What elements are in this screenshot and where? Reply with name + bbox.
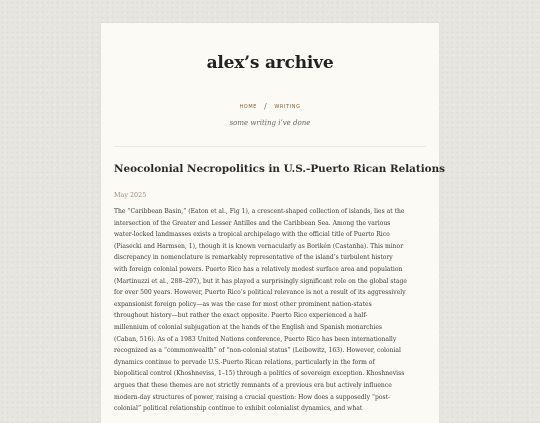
body-line: expansionist foreign policy—as was the case for most other prominent nation-states <box>114 300 372 308</box>
page-container <box>101 23 445 423</box>
nav-home-link[interactable]: HOME <box>239 104 258 110</box>
body-line: discrepancy in nomenclature is remarkably representative of the island’s turbulent history <box>114 254 393 262</box>
body-line: throughout history—but rather the exact opposite. Puerto Rico experienced a half- <box>114 312 368 320</box>
body-line: for over 500 years. However, Puerto Rico’s political relevance is not a result of its aggressively <box>114 289 406 297</box>
site-tagline: some writing i’ve done <box>229 119 311 127</box>
body-line: intersection of the Greater and Lesser Antilles and the Caribbean Sea. Among the various <box>114 219 391 227</box>
post-title: Neocolonial Necropolitics in U.S.-Puerto Rican Relations <box>114 163 445 175</box>
body-line: The “Caribbean Basin,” (Eaton et al., Fig 1), a crescent-shaped collection of islands, lies at the <box>114 208 405 215</box>
body-line: (Martinuzzi et al., 288–297), but it has played a surprisingly significant role on the global stage <box>114 277 407 285</box>
site-nav <box>101 101 439 110</box>
body-line: dynamics continue to pervade U.S.-Puerto Rican relations, particularly in the form of <box>114 358 375 366</box>
nav-writing-link[interactable]: WRITING <box>274 104 301 110</box>
body-line: (Caban, 516). As of a 1983 United Nations conference, Puerto Rico has been internationally <box>114 335 397 343</box>
body-line: millennium of colonial subjugation at the hands of the English and Spanish monarchies <box>114 323 382 331</box>
header-divider <box>114 146 426 147</box>
body-line: water-locked landmasses exists a tropical archipelago with the official title of Puerto Rico <box>114 231 390 239</box>
post-body <box>114 206 430 415</box>
body-line: (Piasecki and Harmsen, 1), though it is known vernacularly as Borikén (Castanha). This minor <box>114 242 404 250</box>
nav-separator: / <box>264 102 268 111</box>
body-line: recognized as a “commonwealth” of “non-colonial status” (Leibowitz, 163). However, colonial <box>114 347 401 355</box>
body-line: biopolitical control (Khoshneviss, 1–15) through a politics of sovereign exception. Khoshneviss <box>114 370 405 378</box>
post-date: May 2025 <box>114 191 147 199</box>
site-title[interactable]: alex’s archive <box>206 53 334 73</box>
body-line: argues that these themes are not strictly remnants of a previous era but actively influence <box>114 381 392 389</box>
body-line: colonial” political relationship continue to exhibit colonialist dynamics, and what <box>114 405 363 413</box>
body-line: modern-day structures of power, raising a crucial question: How does a supposedly “post- <box>114 393 391 401</box>
body-line: with foreign colonial powers. Puerto Rico has a relatively modest surface area and population <box>114 265 403 273</box>
